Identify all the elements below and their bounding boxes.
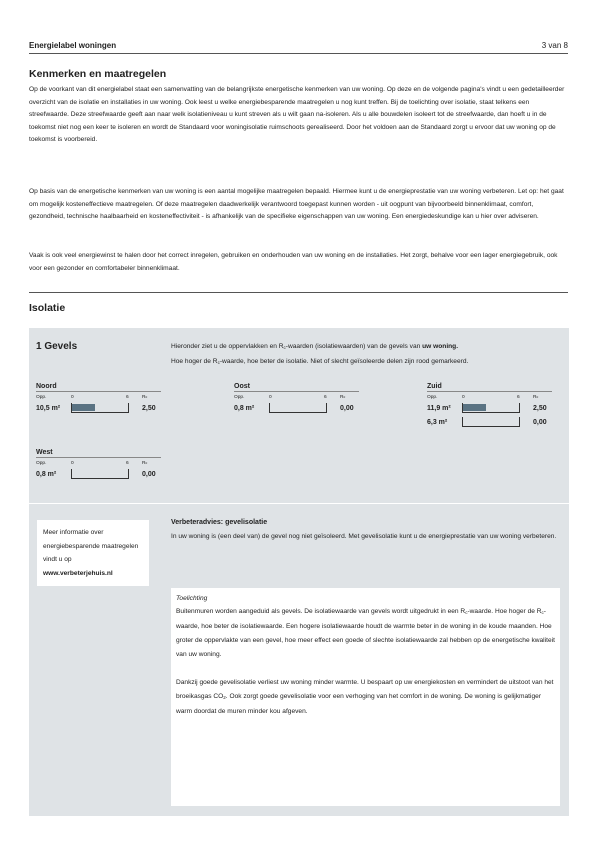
scale-label: Opp. <box>427 395 438 400</box>
rc-value: 0,00 <box>142 471 156 478</box>
scale-label: Opp. <box>36 461 47 466</box>
info-link[interactable]: www.verbeterjehuis.nl <box>43 569 113 577</box>
scale-rc-label: Rc <box>340 395 346 400</box>
scale-row <box>36 392 186 402</box>
measures-paragraph: Op basis van de energetische kenmerken van uw woning is een aantal mogelijke maatregelen bepaald. Hiermee kunt u de energieprestatie van uw woning verbeteren. Let op: het gaat om mogelijk kosteneffectieve maatregelen. Of deze maatregelen daadwerkelijk verantwoord toegepast kunnen worden - uit oogpunt van bijvoorbeeld binnenklimaat, comfort, gezondheid, technische haalbaarheid en kosteneffectiviteit - is afhankelijk van de specifieke eigenschappen van uw woning. Een energiedeskundige kan u hier over adviseren. <box>29 188 564 221</box>
wall-1 <box>234 383 384 416</box>
scale-row <box>427 392 577 402</box>
scale-label: 0 <box>71 461 74 466</box>
wall-0 <box>36 383 186 416</box>
scale-rc-label: Rc <box>142 395 148 400</box>
scale-row <box>234 392 384 402</box>
toelichting-paragraph-1: Buitenmuren worden aangeduid als gevels. De isolatiewaarde van gevels wordt uitgedrukt in een $R_c$-waarde. Hoe hoger de $R_c$-waarde, hoe beter de isolatiewaarde. Een hogere isolatiewaarde houdt de warmte beter in de woning in de koude maanden. Hoe groter de oppervlakte van een gevel, hoe meer effect een goede of slechte isolatiewaarde zal hebben op de energetische kwaliteit van uw woning. <box>176 608 555 658</box>
usage-paragraph: Vaak is ook veel energiewinst te halen door het correct inregelen, gebruiken en onderhouden van uw woning en de installaties. Het zorgt, behalve voor een lager energiegebruik, ook voor een gezonder en comfortabeler binnenklimaat. <box>29 252 558 272</box>
toelichting-paragraph-2: Dankzij goede gevelisolatie verliest uw woning minder warmte. U bespaart op uw energiekosten en vermindert de uitstoot van het broeikasgas $CO_2$. Ook zorgt goede gevelisolatie voor een verhoging van het comfort in de woning. De woning is gelijkmatiger warm doordat de muren minder kou afgeven. <box>176 679 554 715</box>
rc-gauge <box>71 469 129 479</box>
gevels-intro: Hieronder ziet u de oppervlakken en $R_c$-waarden (isolatiewaarden) van de gevels van uw woning. Hoe hoger de $R_c$-waarde, hoe beter de isolatie. Niet of slecht geïsoleerde delen zijn rood gemarkeerd. <box>171 343 469 365</box>
rc-gauge <box>462 403 520 413</box>
wall-row <box>36 402 186 416</box>
rc-gauge-fill <box>463 404 486 411</box>
gevels-panel <box>29 328 569 816</box>
rc-gauge-fill <box>72 404 95 411</box>
wall-row <box>427 416 577 430</box>
wall-name: Zuid <box>427 383 552 392</box>
area-value: 6,3 m² <box>427 419 448 426</box>
scale-label: 6 <box>126 461 129 466</box>
scale-label: Opp. <box>36 395 47 400</box>
scale-rc-label: Rc <box>142 461 148 466</box>
wall-name: West <box>36 449 161 458</box>
area-value: 10,5 m² <box>36 405 61 412</box>
area-value: 11,9 m² <box>427 405 451 412</box>
scale-row <box>36 458 186 468</box>
intro-paragraph: Op de voorkant van dit energielabel staat een samenvatting van de belangrijkste energetische kenmerken van uw woning. Op deze en de volgende pagina's vindt u een gedetailleerder overzicht van de isolatie en installaties in uw woning. Ook leest u welke energiebesparende maatregelen u nog kunt treffen. Bij de toelichting over isolatie, staat telkens een streefwaarde. Deze streefwaarde geeft aan naar welk isolatieniveau u kunt streven als u wilt gaan na-isoleren. Als u alle bouwdelen isoleert tot de streefwaarde, dan hoeft u in de toekomst niet nog een keer te isoleren en wordt de Standaard voor woningisolatie ruimschoots gerealiseerd. Door het voldoen aan de Standaard zorgt u ervoor dat uw woning op de toekomst is voorbereid. <box>29 86 565 144</box>
advice-text: In uw woning is (een deel van) de gevel nog niet geïsoleerd. Met gevelisolatie kunt u de energieprestatie van uw woning verbeteren. <box>171 533 557 540</box>
wall-2 <box>427 383 577 430</box>
area-value: 0,8 m² <box>36 471 57 478</box>
toelichting-box <box>171 588 560 806</box>
panel-divider <box>29 503 569 504</box>
header-divider <box>29 53 568 54</box>
header-title: Energielabel woningen <box>29 41 117 50</box>
isolatie-title: Isolatie <box>29 302 66 314</box>
scale-label: 0 <box>462 395 465 400</box>
scale-label: 0 <box>71 395 74 400</box>
wall-3 <box>36 449 186 482</box>
advice-title: Verbeteradvies: gevelisolatie <box>171 519 268 526</box>
rc-value: 0,00 <box>533 419 547 426</box>
info-box <box>37 520 149 586</box>
wall-row <box>36 468 186 482</box>
wall-name: Oost <box>234 383 359 392</box>
scale-label: 0 <box>269 395 272 400</box>
rc-gauge <box>462 417 520 427</box>
rc-value: 2,50 <box>533 405 547 412</box>
page-number: 3 van 8 <box>541 41 568 50</box>
info-text: Meer informatie over energiebesparende maatregelen vindt u op <box>43 529 139 563</box>
scale-label: Opp. <box>234 395 245 400</box>
wall-row <box>234 402 384 416</box>
rc-value: 2,50 <box>142 405 156 412</box>
scale-label: 6 <box>324 395 327 400</box>
scale-label: 6 <box>126 395 129 400</box>
wall-name: Noord <box>36 383 161 392</box>
scale-label: 6 <box>517 395 520 400</box>
rc-gauge <box>71 403 129 413</box>
section-title: Kenmerken en maatregelen <box>29 68 167 80</box>
area-value: 0,8 m² <box>234 405 255 412</box>
rc-value: 0,00 <box>340 405 354 412</box>
toelichting-title: Toelichting <box>176 595 208 602</box>
gevels-title: 1 Gevels <box>36 341 78 352</box>
wall-row <box>427 402 577 416</box>
section-divider <box>29 292 568 293</box>
scale-rc-label: Rc <box>533 395 539 400</box>
rc-gauge <box>269 403 327 413</box>
